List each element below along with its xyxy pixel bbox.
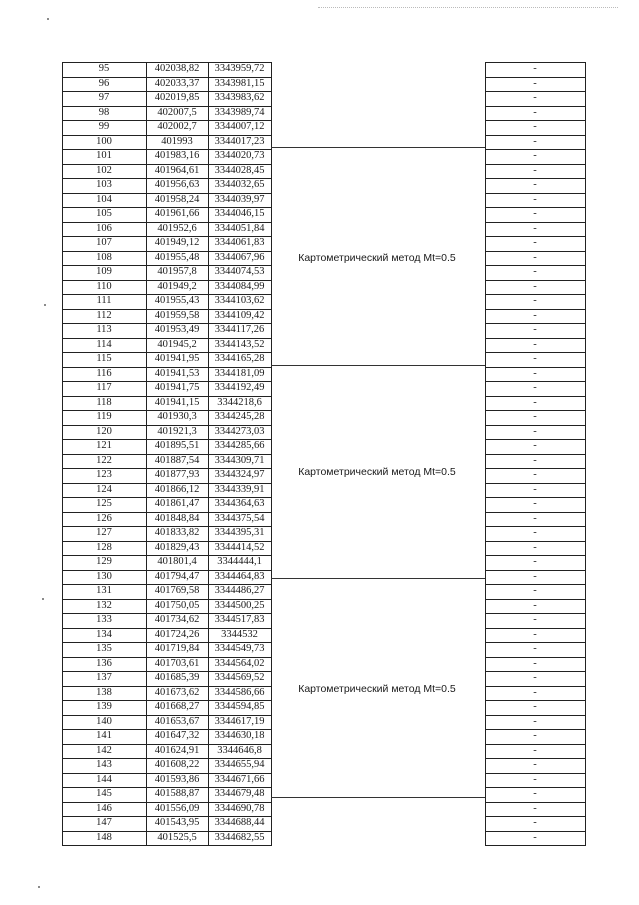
x-coordinate: 401952,6: [157, 222, 197, 234]
x-coordinate: 401961,66: [154, 208, 200, 219]
segment-divider: [271, 365, 485, 366]
point-number: 123: [96, 469, 112, 480]
point-number: 99: [98, 121, 110, 132]
value-cell: -: [533, 469, 537, 480]
value-cell: -: [533, 396, 537, 408]
x-coordinate: 402002,7: [157, 121, 197, 132]
x-coordinate: 401964,61: [154, 164, 200, 176]
y-coordinate: 3344273,03: [214, 425, 265, 437]
y-coordinate: 3344569,52: [214, 672, 265, 683]
point-number: 104: [96, 193, 112, 205]
y-coordinate: 3344117,26: [214, 324, 265, 335]
x-coordinate: 401624,91: [154, 744, 200, 756]
x-coordinate: 401848,84: [154, 512, 200, 524]
scan-speck: [38, 886, 40, 888]
value-cell: -: [533, 628, 537, 640]
row-rule: [485, 845, 585, 846]
x-coordinate: 401956,63: [154, 179, 200, 190]
value-cell: -: [533, 309, 537, 321]
x-coordinate: 401941,53: [154, 367, 200, 379]
y-coordinate: 3344682,55: [214, 831, 265, 843]
value-cell: -: [533, 454, 537, 466]
x-coordinate: 401833,82: [154, 527, 200, 538]
value-cell: -: [533, 657, 537, 669]
point-number: 138: [96, 686, 112, 698]
x-coordinate: 401949,12: [154, 237, 200, 248]
y-coordinate: 3344074,53: [214, 266, 265, 277]
value-cell: -: [533, 643, 537, 654]
value-cell: -: [533, 411, 537, 422]
value-cell: -: [533, 208, 537, 219]
x-coordinate: 401593,86: [154, 773, 200, 785]
value-cell: -: [533, 193, 537, 205]
y-coordinate: 3344017,23: [214, 135, 265, 147]
value-cell: -: [533, 802, 537, 814]
scan-top-dotted-line: [318, 7, 618, 9]
value-cell: -: [533, 280, 537, 292]
value-cell: -: [533, 338, 537, 350]
value-cell: -: [533, 817, 537, 828]
y-coordinate: 3344500,25: [214, 599, 265, 611]
point-number: 122: [96, 454, 112, 466]
x-coordinate: 402038,82: [154, 63, 200, 74]
y-coordinate: 3344594,85: [214, 701, 265, 712]
x-coordinate: 401801,4: [157, 556, 197, 567]
point-number: 107: [96, 237, 112, 248]
x-coordinate: 402019,85: [154, 92, 200, 103]
value-cell: -: [533, 324, 537, 335]
point-number: 105: [96, 208, 112, 219]
x-coordinate: 401949,2: [157, 280, 197, 292]
x-coordinate: 401941,15: [154, 396, 200, 408]
point-number: 115: [96, 353, 112, 364]
value-cell: -: [533, 121, 537, 132]
value-cell: -: [533, 831, 537, 843]
y-coordinate: 3344007,12: [214, 121, 265, 132]
point-number: 100: [96, 135, 112, 147]
x-coordinate: 401921,3: [157, 425, 197, 437]
y-coordinate: 3344218,6: [217, 396, 262, 408]
x-coordinate: 401941,75: [154, 382, 200, 393]
column-rule: [585, 62, 586, 846]
y-coordinate: 3344364,63: [214, 498, 265, 509]
point-number: 126: [96, 512, 112, 524]
point-number: 140: [96, 715, 112, 727]
value-cell: -: [533, 773, 537, 785]
x-coordinate: 401941,95: [154, 353, 200, 364]
point-number: 125: [96, 498, 112, 509]
point-number: 135: [96, 643, 112, 654]
x-coordinate: 401983,16: [154, 150, 200, 161]
point-number: 109: [96, 266, 112, 277]
segment-divider: [271, 578, 485, 579]
x-coordinate: 401955,48: [154, 251, 200, 263]
value-cell: -: [533, 788, 537, 799]
method-label-2: Картометрический метод Mt=0.5: [298, 466, 456, 478]
point-number: 131: [96, 585, 112, 596]
value-cell: -: [533, 150, 537, 161]
x-coordinate: 401959,58: [154, 309, 200, 321]
point-number: 97: [98, 92, 110, 103]
point-number: 143: [96, 759, 112, 770]
x-coordinate: 401829,43: [154, 541, 200, 553]
point-number: 106: [96, 222, 112, 234]
segment-divider: [271, 797, 485, 798]
point-number: 148: [96, 831, 112, 843]
point-number: 102: [96, 164, 112, 176]
y-coordinate: 3344020,73: [214, 150, 265, 161]
value-cell: -: [533, 686, 537, 698]
value-cell: -: [533, 353, 537, 364]
x-coordinate: 401647,32: [154, 730, 200, 741]
point-number: 112: [96, 309, 112, 321]
value-cell: -: [533, 585, 537, 596]
method-label-3: Картометрический метод Mt=0.5: [298, 683, 456, 695]
point-number: 117: [96, 382, 112, 393]
point-number: 101: [96, 150, 112, 161]
y-coordinate: 3344549,73: [214, 643, 265, 654]
value-cell: -: [533, 701, 537, 712]
y-coordinate: 3344039,97: [214, 193, 265, 205]
point-number: 129: [96, 556, 112, 567]
point-number: 145: [96, 788, 112, 799]
x-coordinate: 401958,24: [154, 193, 200, 205]
point-number: 113: [96, 324, 112, 335]
value-cell: -: [533, 63, 537, 74]
point-number: 119: [96, 411, 112, 422]
value-cell: -: [533, 541, 537, 553]
value-cell: -: [533, 614, 537, 625]
point-number: 132: [96, 599, 112, 611]
value-cell: -: [533, 425, 537, 437]
point-number: 133: [96, 614, 112, 625]
x-coordinate: 401930,3: [157, 411, 197, 422]
x-coordinate: 401556,09: [154, 802, 200, 814]
y-coordinate: 3344532: [221, 628, 258, 640]
y-coordinate: 3343983,62: [214, 92, 265, 103]
y-coordinate: 3343989,74: [214, 106, 265, 118]
y-coordinate: 3344143,52: [214, 338, 265, 350]
value-cell: -: [533, 440, 537, 451]
point-number: 118: [96, 396, 112, 408]
value-cell: -: [533, 135, 537, 147]
value-cell: -: [533, 730, 537, 741]
x-coordinate: 401945,2: [157, 338, 197, 350]
y-coordinate: 3344486,27: [214, 585, 265, 596]
point-number: 147: [96, 817, 112, 828]
scan-speck: [42, 598, 44, 600]
value-cell: -: [533, 106, 537, 118]
x-coordinate: 401895,51: [154, 440, 200, 451]
point-number: 116: [96, 367, 112, 379]
x-coordinate: 401887,54: [154, 454, 200, 466]
y-coordinate: 3344688,44: [214, 817, 265, 828]
y-coordinate: 3344061,83: [214, 237, 265, 248]
point-number: 103: [96, 179, 112, 190]
column-rule: [271, 62, 272, 846]
y-coordinate: 3344165,28: [214, 353, 265, 364]
x-coordinate: 401608,22: [154, 759, 200, 770]
point-number: 128: [96, 541, 112, 553]
x-coordinate: 401724,26: [154, 628, 200, 640]
method-label-1: Картометрический метод Mt=0.5: [298, 252, 456, 264]
y-coordinate: 3344046,15: [214, 208, 265, 219]
y-coordinate: 3344646,8: [217, 744, 262, 756]
value-cell: -: [533, 512, 537, 524]
y-coordinate: 3344564,02: [214, 657, 265, 669]
point-number: 130: [96, 570, 112, 582]
value-cell: -: [533, 77, 537, 89]
value-cell: -: [533, 222, 537, 234]
x-coordinate: 402033,37: [154, 77, 200, 89]
point-number: 136: [96, 657, 112, 669]
value-cell: -: [533, 599, 537, 611]
row-rule: [62, 845, 271, 846]
y-coordinate: 3344084,99: [214, 280, 265, 292]
x-coordinate: 401861,47: [154, 498, 200, 509]
y-coordinate: 3344339,91: [214, 483, 265, 495]
point-number: 124: [96, 483, 112, 495]
y-coordinate: 3344109,42: [214, 309, 265, 321]
y-coordinate: 3344375,54: [214, 512, 265, 524]
point-number: 146: [96, 802, 112, 814]
y-coordinate: 3344444,1: [217, 556, 262, 567]
y-coordinate: 3344679,48: [214, 788, 265, 799]
x-coordinate: 401953,49: [154, 324, 200, 335]
scan-speck: [47, 18, 49, 20]
value-cell: -: [533, 92, 537, 103]
value-cell: -: [533, 295, 537, 306]
point-number: 96: [98, 77, 110, 89]
y-coordinate: 3344309,71: [214, 454, 265, 466]
x-coordinate: 401668,27: [154, 701, 200, 712]
point-number: 114: [96, 338, 112, 350]
y-coordinate: 3344032,65: [214, 179, 265, 190]
value-cell: -: [533, 367, 537, 379]
x-coordinate: 401877,93: [154, 469, 200, 480]
point-number: 95: [98, 63, 110, 74]
point-number: 134: [96, 628, 112, 640]
value-cell: -: [533, 570, 537, 582]
x-coordinate: 401794,47: [154, 570, 200, 582]
value-cell: -: [533, 382, 537, 393]
value-cell: -: [533, 715, 537, 727]
y-coordinate: 3344517,83: [214, 614, 265, 625]
y-coordinate: 3344028,45: [214, 164, 265, 176]
y-coordinate: 3344395,31: [214, 527, 265, 538]
y-coordinate: 3344245,28: [214, 411, 265, 422]
value-cell: -: [533, 556, 537, 567]
x-coordinate: 401673,62: [154, 686, 200, 698]
value-cell: -: [533, 744, 537, 756]
y-coordinate: 3344414,52: [214, 541, 265, 553]
value-cell: -: [533, 164, 537, 176]
x-coordinate: 401703,61: [154, 657, 200, 669]
y-coordinate: 3344464,83: [214, 570, 265, 582]
value-cell: -: [533, 266, 537, 277]
value-cell: -: [533, 179, 537, 190]
x-coordinate: 401525,5: [157, 831, 197, 843]
x-coordinate: 401543,95: [154, 817, 200, 828]
y-coordinate: 3344586,66: [214, 686, 265, 698]
point-number: 144: [96, 773, 112, 785]
scan-speck: [44, 304, 46, 306]
x-coordinate: 402007,5: [157, 106, 197, 118]
point-number: 121: [96, 440, 112, 451]
point-number: 127: [96, 527, 112, 538]
point-number: 141: [96, 730, 112, 741]
x-coordinate: 401866,12: [154, 483, 200, 495]
point-number: 111: [96, 295, 112, 306]
value-cell: -: [533, 251, 537, 263]
x-coordinate: 401685,39: [154, 672, 200, 683]
point-number: 110: [96, 280, 112, 292]
x-coordinate: 401719,84: [154, 643, 200, 654]
value-cell: -: [533, 483, 537, 495]
y-coordinate: 3344067,96: [214, 251, 265, 263]
point-number: 139: [96, 701, 112, 712]
segment-divider: [271, 147, 485, 148]
y-coordinate: 3344671,66: [214, 773, 265, 785]
point-number: 120: [96, 425, 112, 437]
y-coordinate: 3344655,94: [214, 759, 265, 770]
x-coordinate: 401769,58: [154, 585, 200, 596]
x-coordinate: 401750,05: [154, 599, 200, 611]
x-coordinate: 401653,67: [154, 715, 200, 727]
y-coordinate: 3343959,72: [214, 63, 265, 74]
y-coordinate: 3344617,19: [214, 715, 265, 727]
y-coordinate: 3344630,18: [214, 730, 265, 741]
y-coordinate: 3344690,78: [214, 802, 265, 814]
x-coordinate: 401588,87: [154, 788, 200, 799]
y-coordinate: 3344103,62: [214, 295, 265, 306]
point-number: 108: [96, 251, 112, 263]
point-number: 98: [98, 106, 110, 118]
value-cell: -: [533, 237, 537, 248]
value-cell: -: [533, 498, 537, 509]
x-coordinate: 401734,62: [154, 614, 200, 625]
y-coordinate: 3344051,84: [214, 222, 265, 234]
point-number: 142: [96, 744, 112, 756]
y-coordinate: 3343981,15: [214, 77, 265, 89]
x-coordinate: 401993: [161, 135, 193, 147]
x-coordinate: 401955,43: [154, 295, 200, 306]
y-coordinate: 3344192,49: [214, 382, 265, 393]
y-coordinate: 3344324,97: [214, 469, 265, 480]
value-cell: -: [533, 759, 537, 770]
x-coordinate: 401957,8: [157, 266, 197, 277]
value-cell: -: [533, 672, 537, 683]
y-coordinate: 3344181,09: [214, 367, 265, 379]
value-cell: -: [533, 527, 537, 538]
point-number: 137: [96, 672, 112, 683]
y-coordinate: 3344285,66: [214, 440, 265, 451]
